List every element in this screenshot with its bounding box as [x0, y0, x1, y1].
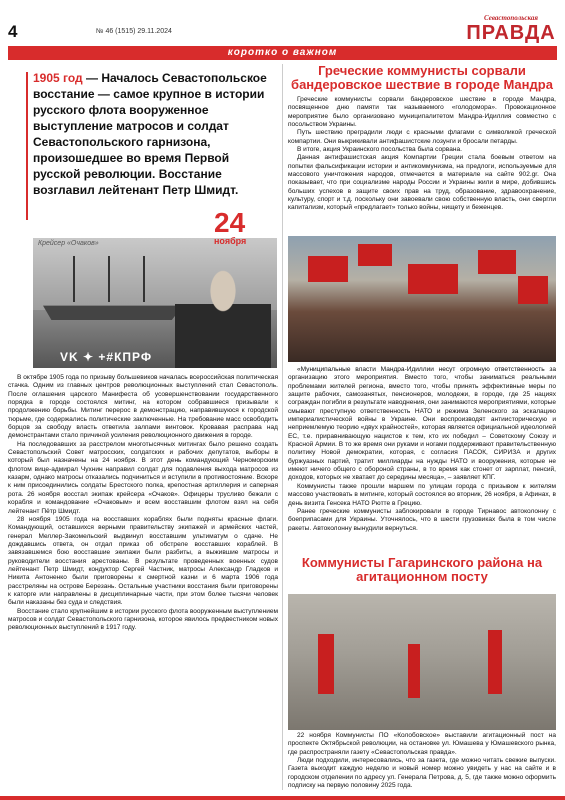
social-tags: VK ✦ +#КПРФ	[60, 350, 153, 364]
mast-shape	[143, 256, 145, 302]
paragraph: 28 ноября 1905 года на восставших кораблях были подняты красные флаги. Командующий, оставшихся верными правительству экипажей и армейских частей, генерал Меллер-Закомельский выдвинул восставшим ультиматум о сдаче. Не дождавшись ответа, он отдал приказ об обстреле восставших кораблей. В завязавшемся бою восставшие экипажи были разбиты, а выжившие матросы и руководители восстания арестованы. В результате проведенных военных судов лейтенант Петр Шмидт, кондуктор Сергей Частник, матросы Александр Гладков и Никита Антоненко были приговорены к смертной казни и 6 марта 1906 года расстреляны на острове Березань. Остальные участники восстания были приговорены к каторге или направлены в дисциплинарные части, при этом более тысячи человек были наказаны без суда и следствия.	[8, 515, 278, 607]
paragraph: На последовавших за расстрелом многотысячных митингах было решено создать Севастопольский Совет матросских, солдатских и рабочих депутатов, выборы в который был назначены на 24 ноября. В этот день командующий Черноморским флотом вице-адмирал Чухнин направил солдат для подавления выхода матросов из казарм, однако матросы отказались подчиниться и вступили в противостояние. Вскоре к ним присоединились солдаты Брестского полка, крепостная артиллерия и саперная рота. 26 ноября восстал экипаж крейсера «Очаков». Офицеры трусливо бежали с корабля и командование «Очаковым» и всем восставшим флотом взял на себя лейтенант Пётр Шмидт.	[8, 440, 278, 515]
mast-shape	[108, 256, 110, 302]
headline-gagarin: Коммунисты Гагаринского района на агитационном посту	[301, 555, 543, 584]
lead-rule	[26, 72, 28, 220]
bottom-rule	[0, 796, 565, 800]
paragraph: Данная антифашистская акция Компартии Греции стала боевым ответом на попытки фальсификации истории и антикоммунизма, на предлоги, используемые для массового уничтожения народов, отмечается в материале на сайте 902.gr. Она показывает, что при социализме народы России и Украины жили в мире, добившись больших успехов в защите своих прав на труд, образование, здравоохранение, культуру, спорт и т.д. поскольку они завоевали свою собственную власть, они свергли капитализм, который «предлагает» только войны, нищету и беженцев.	[288, 154, 556, 212]
paragraph: «Муниципальные власти Мандра-Идиллии несут огромную ответственность за организацию этого мероприятия. Вместо того, чтобы заниматься реальными проблемами жителей региона, вместо того, чтобы принять эффективные меры по защите рабочих, самозанятых, пенсионеров, молодежи, в городе, где 25 нациях сограждан погибли в результате наводнения, они занимаются мероприятиями, которые смывают преступную ответственность НАТО и режима Зеленского за эскалацию империалистической войны в Украине. Они воспроизводят антиисторическую и неприемлемую теорию «двух крайностей», которая является официальной идеологией ЕС, т.е. приравнивающую нацистов к тем, кто их победил – Советскому Союзу и Красной Армии. В то же время они руками и ногами поддерживают правительственную политику Новой демократии, которая, с согласия ПАСОК, СИРИЗА и других буржуазных партий, тратит миллиарды на нужды НАТО и вооружения, которые не имеют ничего общего с обороной страны, в то время как стонет от зарплат, пенсий, доходов, которых не хватает до середины месяца», – заявляет КПГ.	[288, 366, 556, 482]
mast-shape	[73, 256, 75, 302]
headline-greece: Греческие коммунисты сорвали бандеровское шествие в городе Мандра	[291, 63, 553, 92]
left-article	[8, 374, 278, 633]
red-flag	[478, 250, 516, 274]
paragraph: 22 ноября Коммунисты ПО «Колобовское» выставили агитационный пост на проспекте Октябрьской революции, на остановке ул. Юмашева у Юмашевского рынка, где распространяли газету «Севастопольская правда».	[288, 732, 556, 756]
photo-caption: Крейсер «Очаков»	[38, 240, 99, 247]
logo-small-text: Севастопольская	[484, 14, 538, 22]
logo-big-text: ПРАВДА	[466, 22, 556, 44]
portrait-shape	[175, 258, 271, 368]
paragraph: Коммунисты также прошли маршем по улицам города с призывом к жителям массово участвовать в митинге, который состоялся во вторник, 26 ноября, в Афинах, в день визита Генсека НАТО Рютте в Грецию.	[288, 482, 556, 507]
paragraph: Восстание стало крупнейшим в истории русского флота вооруженным выступлением матросов и солдат Севастопольского гарнизона, которое явилось предвестником новых революционных выступлений в 1917 году.	[8, 607, 278, 632]
newspaper-logo	[465, 14, 557, 45]
page-number: 4	[8, 22, 18, 41]
ship-shape	[43, 296, 183, 320]
lead-year: 1905 год	[33, 71, 83, 85]
section-bar: коротко о важном	[8, 46, 557, 60]
red-banner	[318, 634, 334, 694]
paragraph: В итоге, акция Украинского посольства была сорвана.	[297, 146, 462, 154]
greece-article-cont	[288, 366, 556, 533]
date-month: ноября	[214, 236, 247, 246]
page-header	[0, 0, 565, 42]
paragraph: В октябре 1905 года по призыву большевиков началась всероссийская политическая стачка. Одним из главных центров революционных выступлений стал Севастополь. После оглашения царского Манифеста об усовершенствовании государственного порядка в городе состоялся митинг, на котором собравшиеся призывали к продолжению борьбы. Митинг перерос в демонстрацию, направившуюся к городской тюрьме, где содержались политические заключенные. На требование масс освободить борцов за свободу власть ответила залпами винтовок. Кровавая расправа над демонстрантами стало причиной усиления революционного движения в городе.	[8, 374, 278, 440]
red-flag	[308, 256, 348, 282]
lead-text	[33, 70, 278, 198]
lead-body: — Началось Севастопольское восстание — самое крупное в истории русского флота вооруженное выступление матросов и солдат Севастопольского гарнизона, произошедшее во время Первой русской революции. Восстание возглавил лейтенант Петр Шмидт.	[33, 71, 267, 197]
red-banner	[408, 644, 420, 698]
column-divider	[282, 64, 283, 790]
gagarin-article	[288, 732, 556, 790]
paragraph: Люди подходили, интересовались, что за газета, где можно читать свежие выпуски. Газета выходит каждую неделю и новый номер можно увидеть у нас на сайте и в городском отделении по адресу ул. Генерала Петрова, д. 5, где также можно оформить подписку на первую половину 2025 года.	[288, 757, 556, 790]
paragraph: Ранее греческие коммунисты заблокировали в городе Тирнавос автоколонну с боеприпасами для Украины. Уточнялось, что в шести грузовиках была в том числе ракеты. Автоколонну вынудили вернуться.	[288, 507, 556, 532]
paragraph: Греческие коммунисты сорвали бандеровское шествие в городе Мандра, посвященное дню памяти так называемого «голодомора». Провокационное мероприятие было организовано муниципалитетом Мандра-Идиллия совместно с посольством Украины.	[288, 96, 556, 129]
date-number: 24	[214, 207, 246, 238]
paragraph: Путь шествию преградили люди с красными флагами с символикой греческой компартии. Они выкрикивали антифашистские лозунги и бросали петарды.	[288, 129, 556, 145]
protest-photo	[288, 236, 556, 362]
issue-info: № 46 (1515) 29.11.2024	[96, 28, 172, 35]
red-flag	[358, 244, 392, 266]
greece-article	[288, 96, 556, 213]
cruiser-photo	[33, 238, 277, 368]
red-banner	[488, 630, 502, 694]
street-post-photo	[288, 594, 556, 730]
red-flag	[518, 276, 548, 304]
red-flag	[408, 264, 458, 294]
